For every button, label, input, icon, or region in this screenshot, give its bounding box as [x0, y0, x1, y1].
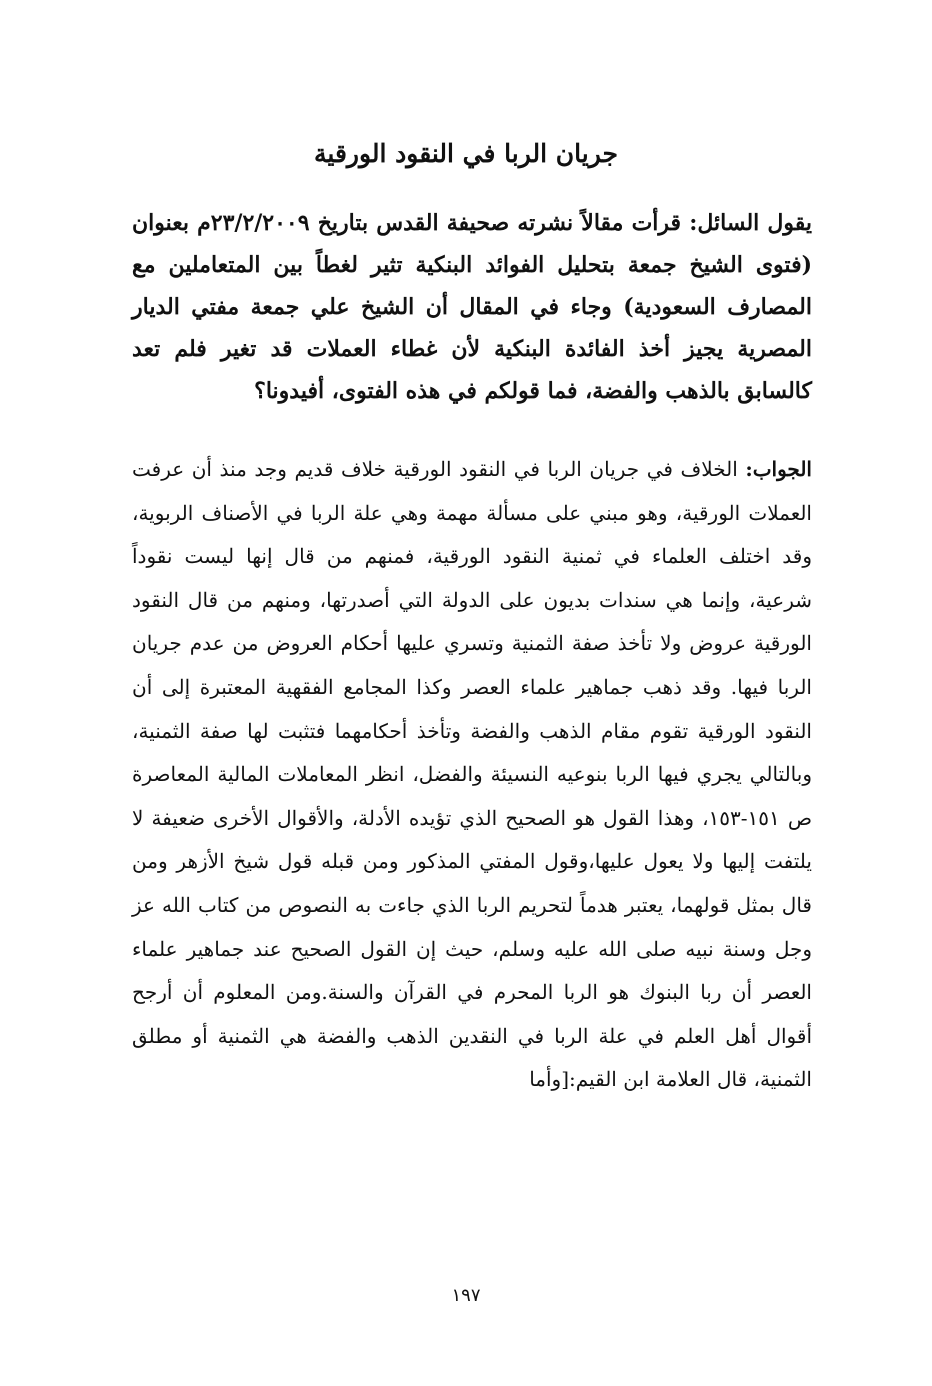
answer-body: الخلاف في جريان الربا في النقود الورقية خلاف قديم وجد منذ أن عرفت العملات الورقية، وهو مبني على مسألة مهمة وهي علة الربا في الأصناف الربوية، وقد اختلف العلماء في ثمنية النقود الورقية، فمنهم من قال إنها ليست نقوداً شرعية، وإنما هي سندات بديون على الدولة التي أصدرتها، ومنهم من قال النقود الورقية عروض ولا تأخذ صفة الثمنية وتسري عليها أحكام العروض من عدم جريان الربا فيها. وقد ذهب جماهير علماء العصر وكذا المجامع الفقهية المعتبرة إلى أن النقود الورقية تقوم مقام الذهب والفضة وتأخذ أحكامهما فتثبت لها صفة الثمنية، وبالتالي يجري فيها الربا بنوعيه النسيئة والفضل، انظر المعاملات المالية المعاصرة ص ١٥١-١٥٣، وهذا القول هو الصحيح الذي تؤيده الأدلة، والأقوال الأخرى ضعيفة لا يلتفت إليها ولا يعول عليها،وقول المفتي المذكور ومن قبله قول شيخ الأزهر ومن قال بمثل قولهما، يعتبر هدماً لتحريم الربا الذي جاءت به النصوص من كتاب الله عز وجل وسنة نبيه صلى الله عليه وسلم، حيث إن القول الصحيح عند جماهير علماء العصر أن ربا البنوك هو الربا المحرم في القرآن والسنة.ومن المعلوم أن أرجح أقوال أهل العلم في علة الربا في النقدين الذهب والفضة هي الثمنية أو مطلق الثمنية، قال العلامة ابن القيم:[وأما: [132, 457, 812, 1092]
page-title: جريان الربا في النقود الورقية: [314, 139, 618, 168]
answer-label: الجواب:: [745, 457, 812, 481]
question-paragraph: يقول السائل: قرأت مقالاً نشرته صحيفة القدس بتاريخ ٢٣/٢/٢٠٠٩م بعنوان (فتوى الشيخ جمعة بتحليل الفوائد البنكية تثير لغطاً بين المتعاملين مع المصارف السعودية) وجاء في المقال أن الشيخ علي جمعة مفتي الديار المصرية يجيز أخذ الفائدة البنكية لأن غطاء العملات قد تغير فلم تعد كالسابق بالذهب والفضة، فما قولكم في هذه الفتوى، أفيدونا؟: [132, 210, 813, 404]
answer-paragraph: [132, 448, 812, 1102]
page-number: ١٩٧: [451, 1285, 481, 1306]
